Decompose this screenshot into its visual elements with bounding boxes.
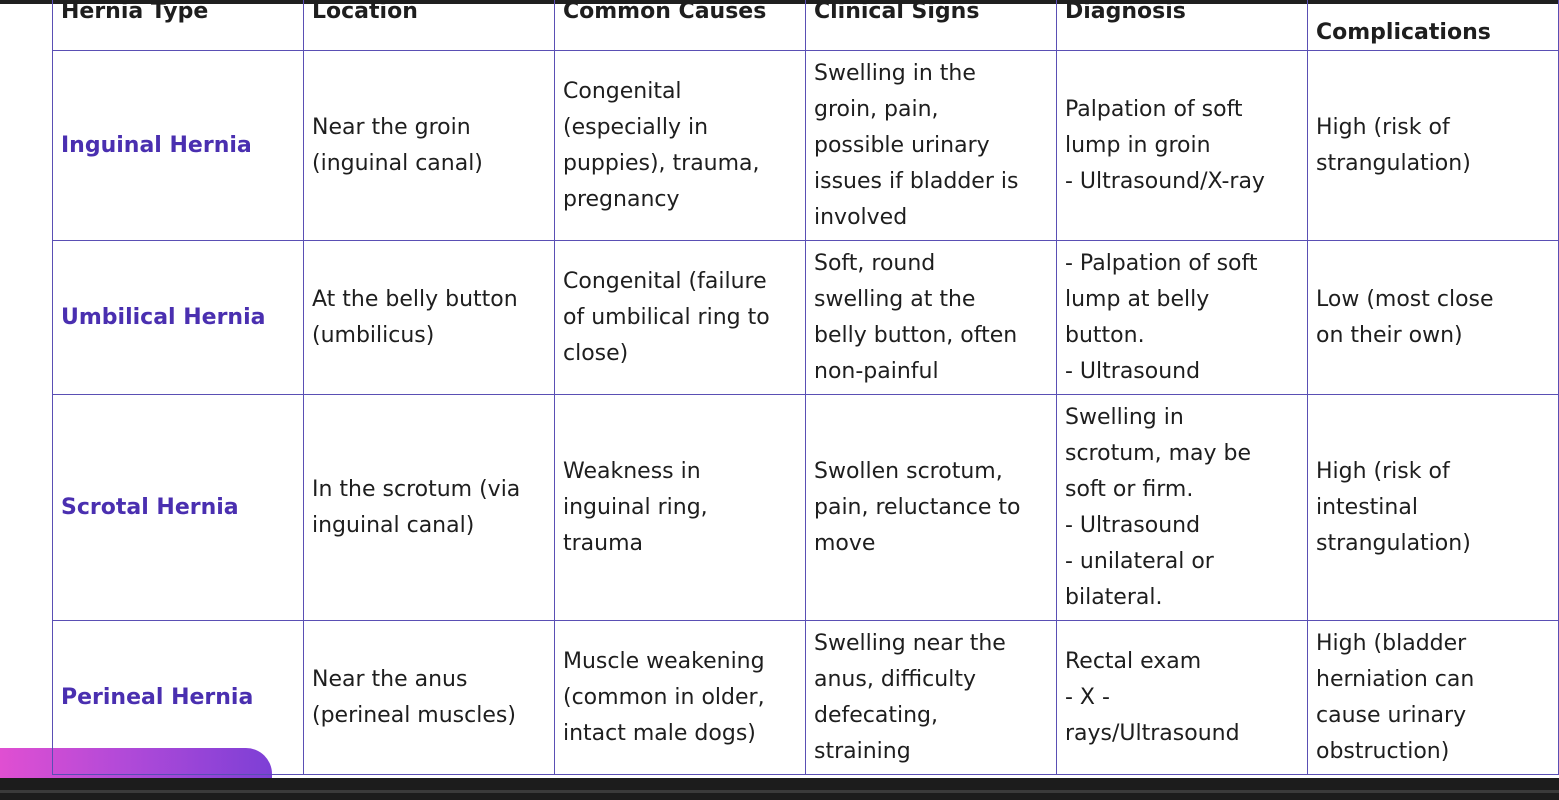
header-clinical-signs: Clinical Signs <box>806 0 1057 51</box>
location-cell <box>304 621 555 775</box>
table-row <box>53 621 1559 775</box>
bottom-bar <box>0 778 1559 800</box>
hernia-type-cell <box>53 621 304 775</box>
location-text: Near the groin (inguinal canal) <box>312 114 483 176</box>
header-location: Location <box>304 0 555 51</box>
signs-text: Soft, round swelling at the belly button, often non-painful <box>814 250 1018 384</box>
location-text: In the scrotum (via inguinal canal) <box>312 476 521 538</box>
signs-cell <box>806 621 1057 775</box>
causes-cell <box>555 621 806 775</box>
header-hernia-type: Hernia Type <box>53 0 304 51</box>
location-text: Near the anus (perineal muscles) <box>312 666 516 728</box>
header-diagnosis: Diagnosis <box>1057 0 1308 51</box>
diagnosis-cell <box>1057 241 1308 395</box>
header-complications: Complications <box>1308 0 1559 51</box>
complications-cell <box>1308 395 1559 621</box>
complications-text: High (bladder herniation can cause urinary obstruction) <box>1316 630 1475 764</box>
signs-text: Swelling in the groin, pain, possible urinary issues if bladder is involved <box>814 60 1019 230</box>
bottom-bar-divider <box>0 790 1559 793</box>
hernia-type-cell <box>53 51 304 241</box>
complications-cell <box>1308 241 1559 395</box>
diagnosis-cell <box>1057 621 1308 775</box>
complications-text: High (risk of intestinal strangulation) <box>1316 458 1471 556</box>
diagnosis-cell <box>1057 395 1308 621</box>
hernia-type-text: Perineal Hernia <box>61 684 254 710</box>
signs-cell <box>806 241 1057 395</box>
diagnosis-text: - Palpation of soft lump at belly button. - Ultrasound <box>1065 250 1258 384</box>
location-cell <box>304 395 555 621</box>
diagnosis-cell <box>1057 51 1308 241</box>
causes-cell <box>555 51 806 241</box>
causes-text: Weakness in inguinal ring, trauma <box>563 458 708 556</box>
diagnosis-text: Rectal exam - X - rays/Ultrasound <box>1065 648 1240 746</box>
header-common-causes: Common Causes <box>555 0 806 51</box>
signs-text: Swelling near the anus, difficulty defecating, straining <box>814 630 1006 764</box>
complications-cell <box>1308 621 1559 775</box>
table-row <box>53 241 1559 395</box>
hernia-type-text: Inguinal Hernia <box>61 132 252 158</box>
hernia-table <box>52 0 1559 775</box>
table-row <box>53 51 1559 241</box>
hernia-type-text: Umbilical Hernia <box>61 304 266 330</box>
diagnosis-text: Swelling in scrotum, may be soft or firm. - Ultrasound - unilateral or bilateral. <box>1065 404 1251 610</box>
hernia-type-text: Scrotal Hernia <box>61 494 239 520</box>
complications-cell <box>1308 51 1559 241</box>
causes-text: Muscle weakening (common in older, intact male dogs) <box>563 648 765 746</box>
complications-text: Low (most close on their own) <box>1316 286 1494 348</box>
causes-cell <box>555 241 806 395</box>
location-text: At the belly button (umbilicus) <box>312 286 518 348</box>
signs-cell <box>806 395 1057 621</box>
table-header-row <box>53 0 1559 51</box>
hernia-type-cell <box>53 395 304 621</box>
signs-cell <box>806 51 1057 241</box>
location-cell <box>304 51 555 241</box>
diagnosis-text: Palpation of soft lump in groin - Ultrasound/X-ray <box>1065 96 1265 194</box>
causes-text: Congenital (failure of umbilical ring to close) <box>563 268 770 366</box>
complications-text: High (risk of strangulation) <box>1316 114 1471 176</box>
table-row <box>53 395 1559 621</box>
signs-text: Swollen scrotum, pain, reluctance to move <box>814 458 1021 556</box>
hernia-type-cell <box>53 241 304 395</box>
causes-text: Congenital (especially in puppies), trauma, pregnancy <box>563 78 760 212</box>
causes-cell <box>555 395 806 621</box>
location-cell <box>304 241 555 395</box>
